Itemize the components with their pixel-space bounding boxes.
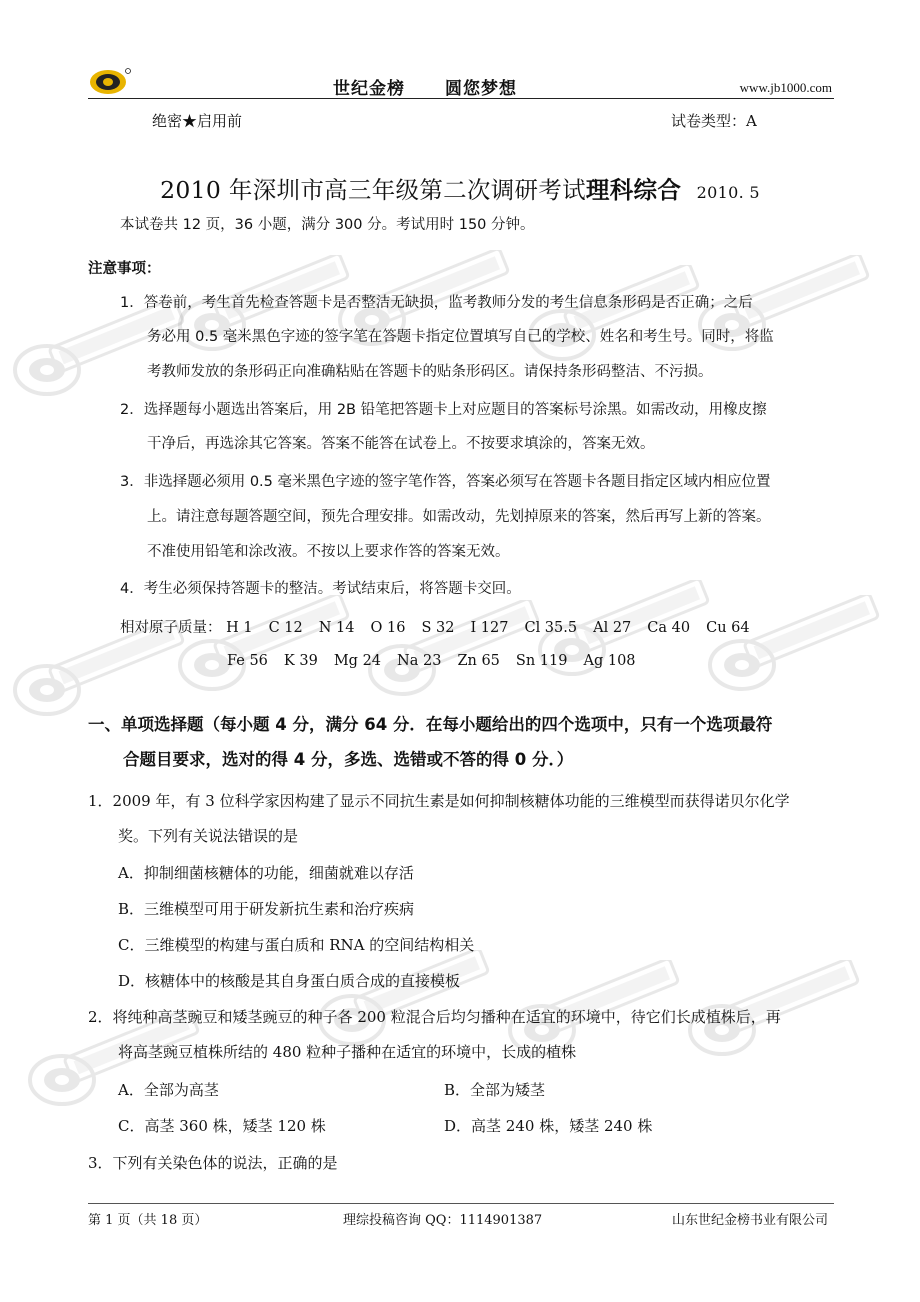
notice-line: 2．选择题每小题选出答案后，用 2B 铅笔把答题卡上对应题目的答案标号涂黑。如需改动，用橡皮擦 xyxy=(120,402,767,418)
exam-intro: 本试卷共 12 页，36 小题，满分 300 分。考试用时 150 分钟。 xyxy=(120,217,535,233)
question-1-stem: 奖。下列有关说法错误的是 xyxy=(118,827,299,845)
question-2-option-d: D．高茎 240 株，矮茎 240 株 xyxy=(444,1117,653,1135)
question-2-stem: 2．将纯种高茎豌豆和矮茎豌豆的种子各 200 粒混合后均匀播种在适宜的环境中，待它们长成植株后，再 xyxy=(88,1008,781,1026)
notice-line: 考教师发放的条形码正向准确粘贴在答题卡的贴条形码区。请保持条形码整洁、不污损。 xyxy=(147,364,713,380)
question-1-option-a: A．抑制细菌核糖体的功能，细菌就难以存活 xyxy=(118,864,414,882)
atomic-mass-item: Fe 56 xyxy=(227,653,268,669)
footer-page-number: 第 1 页（共 18 页） xyxy=(88,1213,208,1228)
question-2-option-c: C．高茎 360 株，矮茎 120 株 xyxy=(118,1117,326,1135)
section-heading-line-1: 一、单项选择题（每小题 4 分，满分 64 分．在每小题给出的四个选项中，只有一个选项最符 xyxy=(88,715,773,734)
exam-title-main: 2010 年深圳市高三年级第二次调研考试 xyxy=(160,176,586,204)
paper-type-label: 试卷类型：A xyxy=(671,112,757,130)
atomic-mass-item: Mg 24 xyxy=(333,653,382,669)
question-3-stem: 3．下列有关染色体的说法，正确的是 xyxy=(88,1154,338,1172)
question-2-option-b: B．全部为矮茎 xyxy=(444,1081,546,1099)
company-logo xyxy=(88,66,132,96)
question-1-option-b: B．三维模型可用于研发新抗生素和治疗疾病 xyxy=(118,900,415,918)
question-2-stem: 将高茎豌豆植株所结的 480 粒种子播种在适宜的环境中，长成的植株 xyxy=(118,1043,577,1061)
footer-company: 山东世纪金榜书业有限公司 xyxy=(671,1213,828,1228)
section-heading-line-2: 合题目要求，选对的得 4 分，多选、选错或不答的得 0 分．） xyxy=(123,750,574,769)
header-divider xyxy=(88,98,834,99)
question-1-stem: 1．2009 年，有 3 位科学家因构建了显示不同抗生素是如何抑制核糖体功能的三维模型而获得诺贝尔化学 xyxy=(88,792,790,810)
notice-title: 注意事项： xyxy=(88,261,161,277)
question-1-option-c: C．三维模型的构建与蛋白质和 RNA 的空间结构相关 xyxy=(118,936,475,954)
watermark-stamp xyxy=(5,300,195,410)
atomic-mass-item: Ca 40 xyxy=(647,620,691,636)
atomic-mass-item: Na 23 xyxy=(397,653,442,669)
atomic-mass-item: H 1 xyxy=(226,620,253,636)
atomic-mass-item: I 127 xyxy=(470,620,509,636)
atomic-mass-item: C 12 xyxy=(268,620,303,636)
header-slogan-1: 世纪金榜 xyxy=(333,79,405,99)
atomic-mass-item: N 14 xyxy=(318,620,355,636)
notice-line: 1．答卷前，考生首先检查答题卡是否整洁无缺损，监考教师分发的考生信息条形码是否正确；之后 xyxy=(120,295,753,311)
exam-title xyxy=(0,171,920,205)
watermark-stamp xyxy=(700,595,890,705)
atomic-mass-item: Zn 65 xyxy=(457,653,500,669)
question-1-option-d: D．核糖体中的核酸是其自身蛋白质合成的直接模板 xyxy=(118,972,461,990)
footer-divider xyxy=(88,1203,834,1204)
atomic-mass-item: Ag 108 xyxy=(583,653,636,669)
header-url: www.jb1000.com xyxy=(739,80,832,95)
atomic-mass-item: Cl 35.5 xyxy=(524,620,578,636)
atomic-mass-item: Cu 64 xyxy=(706,620,750,636)
atomic-mass-item: O 16 xyxy=(370,620,406,636)
header-slogan-2: 圆您梦想 xyxy=(445,79,517,99)
atomic-mass-item: Al 27 xyxy=(593,620,632,636)
watermark-stamp xyxy=(520,265,710,375)
exam-date: 2010. 5 xyxy=(696,183,760,202)
exam-title-subject: 理科综合 xyxy=(585,176,682,204)
footer-contact: 理综投稿咨询 QQ：1114901387 xyxy=(343,1213,543,1228)
secret-label: 绝密★启用前 xyxy=(152,112,243,130)
question-2-option-a: A．全部为高茎 xyxy=(118,1081,219,1099)
notice-line: 4．考生必须保持答题卡的整洁。考试结束后，将答题卡交回。 xyxy=(120,581,521,597)
atomic-mass-row-1 xyxy=(120,616,750,637)
atomic-mass-item: K 39 xyxy=(283,653,318,669)
atomic-mass-row-2 xyxy=(227,653,636,669)
notice-line: 上。请注意每题答题空间，预先合理安排。如需改动，先划掉原来的答案，然后再写上新的答案。 xyxy=(147,509,771,525)
atomic-mass-item: Sn 119 xyxy=(515,653,568,669)
watermark-stamp xyxy=(170,595,360,705)
atomic-mass-item: S 32 xyxy=(421,620,455,636)
notice-line: 务必用 0.5 毫米黑色字迹的签字笔在答题卡指定位置填写自己的学校、姓名和考生号。同时，将监 xyxy=(147,329,774,345)
atomic-mass-label: 相对原子质量： xyxy=(120,620,222,636)
notice-line: 不准使用铅笔和涂改液。不按以上要求作答的答案无效。 xyxy=(147,544,510,560)
notice-line: 干净后，再选涂其它答案。答案不能答在试卷上。不按要求填涂的，答案无效。 xyxy=(147,436,655,452)
notice-line: 3．非选择题必须用 0.5 毫米黑色字迹的签字笔作答，答案必须写在答题卡各题目指定区域内相应位置 xyxy=(120,474,771,490)
